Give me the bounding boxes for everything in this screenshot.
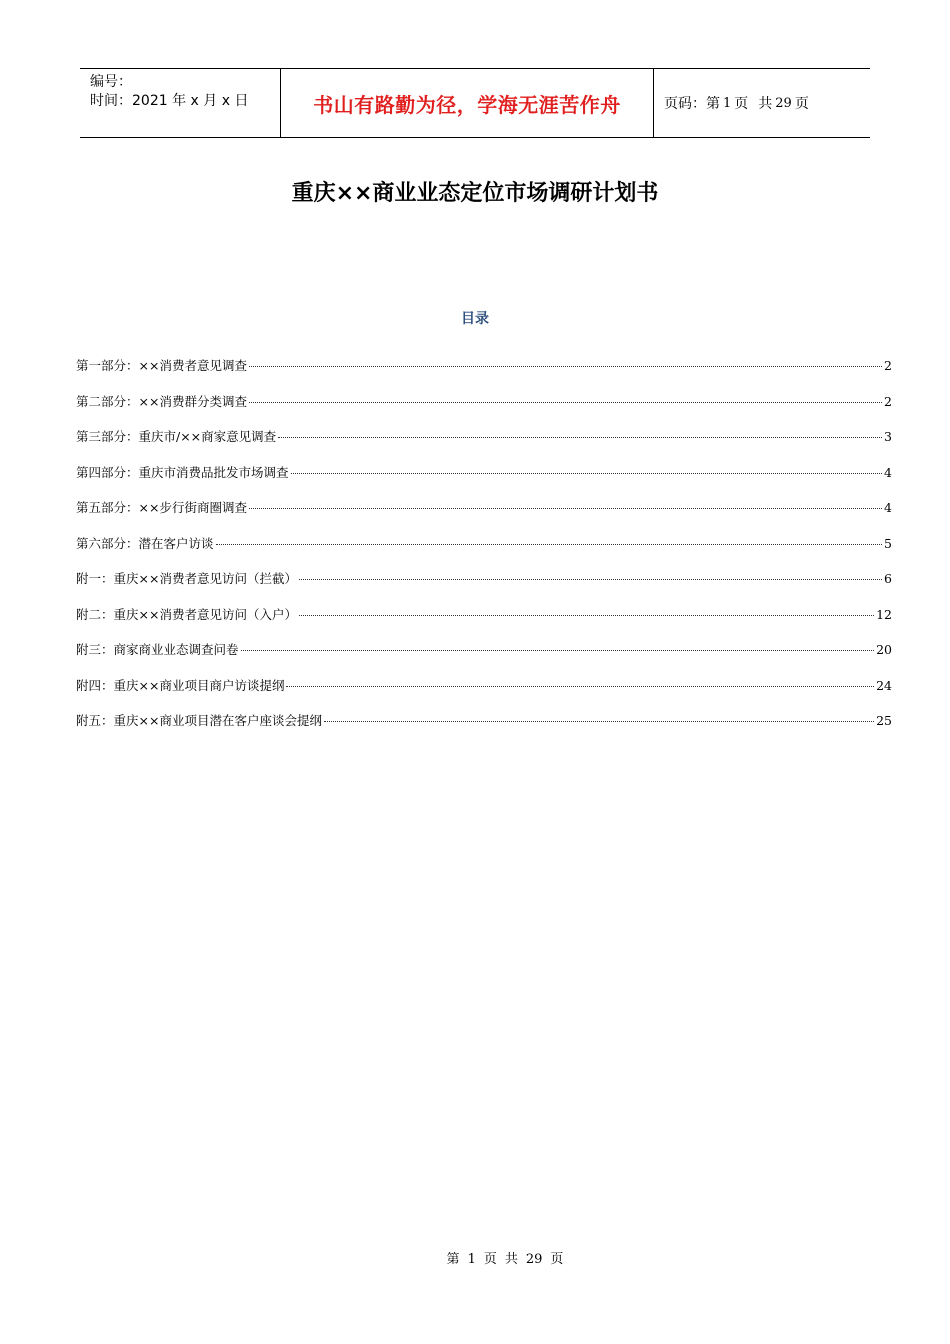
- toc-dot-leader: [291, 473, 883, 474]
- toc-entry-page: 24: [876, 677, 892, 693]
- toc-entry-page: 2: [884, 393, 892, 409]
- toc-entry-page: 5: [884, 535, 892, 551]
- toc-entry-label: 附一：重庆××消费者意见访问（拦截）: [76, 571, 297, 586]
- toc-entry-page: 4: [884, 500, 892, 515]
- toc-entry-page: 12: [876, 606, 892, 622]
- footer-word-1: 第: [446, 1252, 460, 1267]
- footer-current-page: 1: [467, 1252, 476, 1267]
- page-total-prefix: 共: [758, 96, 773, 112]
- document-title: 重庆××商业业态定位市场调研计划书: [291, 181, 659, 206]
- toc-entry[interactable]: [76, 427, 892, 463]
- toc-entry-label: 附五：重庆××商业项目潜在客户座谈会提纲: [76, 713, 322, 728]
- header-meta: [80, 69, 281, 137]
- page-mid: 页: [734, 96, 749, 112]
- toc-entry-page: 3: [884, 429, 892, 444]
- toc-entry[interactable]: [76, 569, 892, 605]
- toc-dot-leader: [278, 437, 882, 438]
- toc-entry-page: 20: [876, 642, 892, 657]
- date-label: 时间：2021 年 x 月 x 日: [90, 93, 249, 109]
- toc-entry[interactable]: [76, 498, 892, 534]
- toc-entry-label: 附二：重庆××消费者意见访问（入户）: [76, 606, 297, 622]
- number-label: 编号：: [90, 74, 132, 90]
- toc-entry[interactable]: [76, 534, 892, 570]
- toc-entry-label: 第三部分：重庆市/××商家意见调查: [76, 429, 277, 444]
- toc-entry[interactable]: [76, 640, 892, 676]
- motto: 书山有路勤为径，学海无涯苦作舟: [313, 92, 621, 117]
- footer-word-3: 共: [504, 1252, 518, 1267]
- toc-entry-label: 附三：商家商业业态调查问卷: [76, 642, 239, 657]
- toc-dot-leader: [299, 615, 874, 616]
- footer-word-4: 页: [550, 1252, 564, 1267]
- toc-entry[interactable]: [76, 605, 892, 641]
- toc-entry-page: 2: [884, 358, 892, 373]
- toc-entry-label: 第一部分：××消费者意见调查: [76, 358, 247, 373]
- toc-dot-leader: [216, 544, 883, 545]
- toc-entry-page: 6: [884, 571, 892, 586]
- toc-entry-label: 第五部分：××步行街商圈调查: [76, 500, 247, 515]
- footer-total-pages: 29: [525, 1252, 543, 1267]
- toc-heading: 目录: [461, 311, 489, 327]
- toc-dot-leader: [249, 508, 882, 509]
- page-suffix: 页: [794, 96, 809, 112]
- toc-dot-leader: [286, 686, 874, 687]
- toc-entry-page: 25: [876, 713, 892, 728]
- toc-entry[interactable]: [76, 676, 892, 712]
- header-motto-cell: [281, 69, 654, 137]
- toc-entry-label: 第二部分：××消费群分类调查: [76, 393, 247, 409]
- page-current: 1: [723, 95, 732, 111]
- toc-entry-label: 第六部分：潜在客户访谈: [76, 535, 214, 551]
- toc-entry-label: 附四：重庆××商业项目商户访谈提纲: [76, 677, 285, 693]
- toc-entry[interactable]: [76, 463, 892, 499]
- document-header: [80, 68, 870, 138]
- page-prefix: 页码：第: [664, 96, 720, 112]
- toc-entry[interactable]: [76, 711, 892, 747]
- header-page-number: [654, 69, 870, 137]
- toc-dot-leader: [249, 366, 882, 367]
- toc-entry[interactable]: [76, 356, 892, 392]
- toc-entry-label: 第四部分：重庆市消费品批发市场调查: [76, 464, 289, 480]
- toc-dot-leader: [299, 579, 882, 580]
- page-total: 29: [775, 95, 792, 111]
- toc-dot-leader: [324, 721, 874, 722]
- page-footer: [0, 1248, 950, 1267]
- toc-entry[interactable]: [76, 392, 892, 428]
- toc-dot-leader: [241, 650, 875, 651]
- table-of-contents: [76, 356, 892, 747]
- toc-dot-leader: [249, 402, 882, 403]
- footer-word-2: 页: [483, 1252, 497, 1267]
- toc-entry-page: 4: [884, 464, 892, 480]
